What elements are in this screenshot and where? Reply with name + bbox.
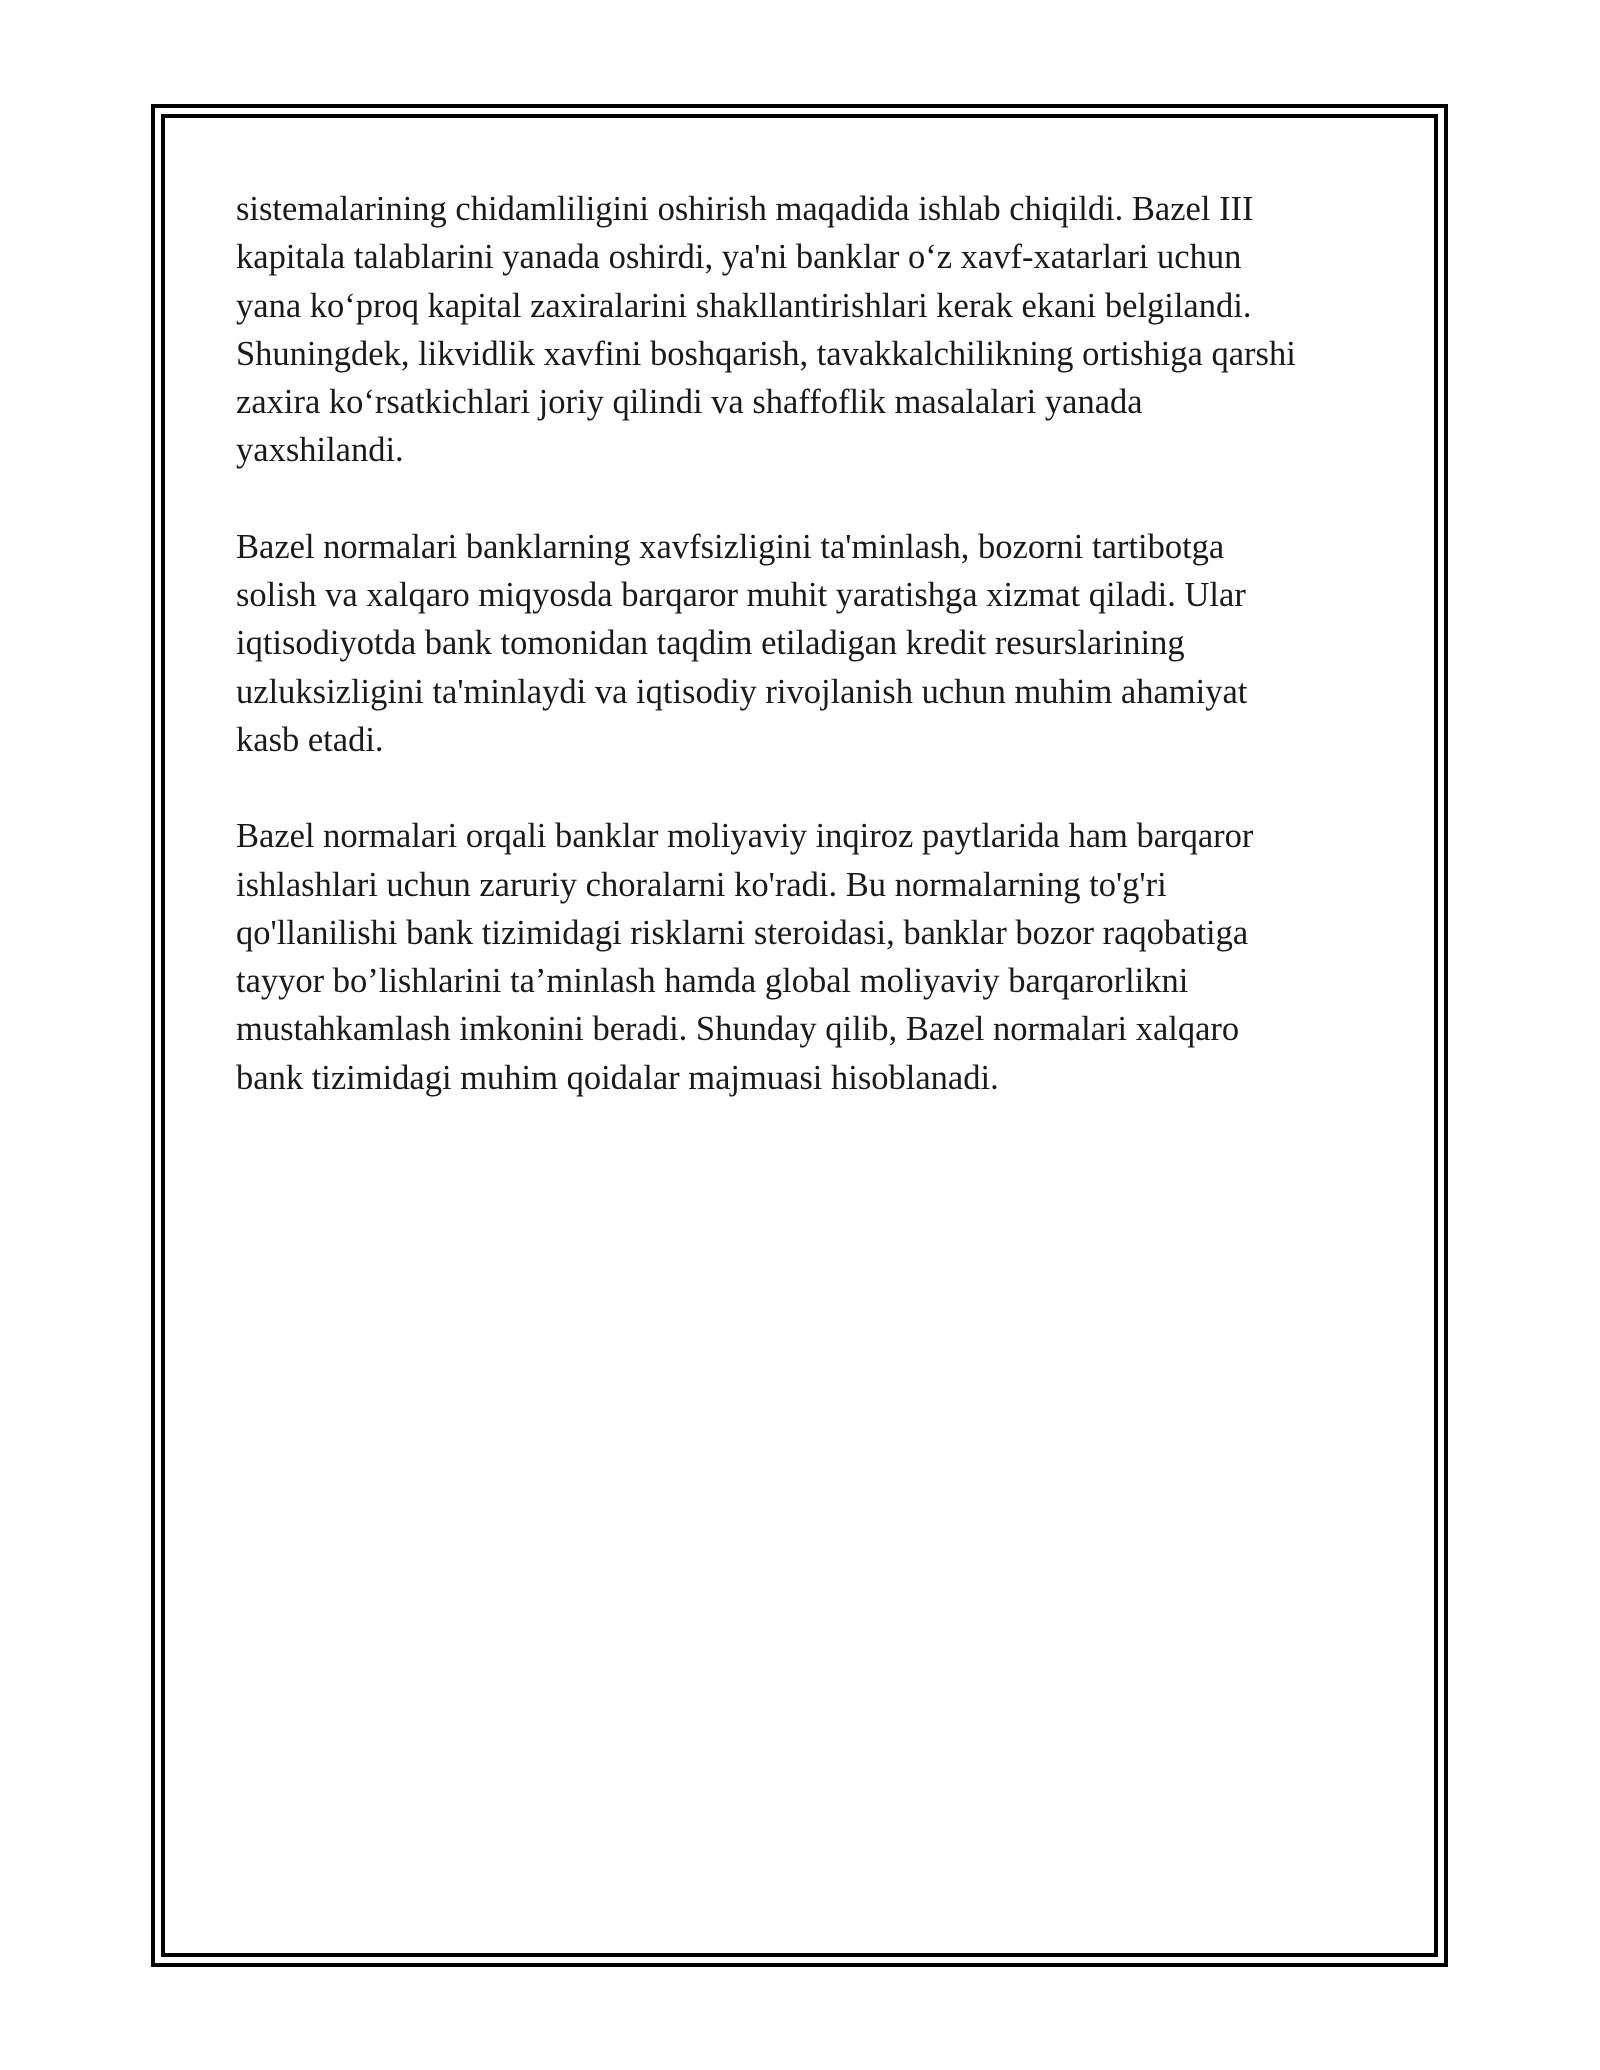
paragraph-2: [236, 523, 1376, 764]
text-line: kapitala talablarini yanada oshirdi, ya'ni banklar o‘z xavf-xatarlari uchun: [236, 238, 1242, 277]
text-line: tayyor bo’lishlarini ta’minlash hamda global moliyaviy barqarorlikni: [236, 962, 1189, 1001]
text-line: sistemalarining chidamliligini oshirish maqadida ishlab chiqildi. Bazel III: [236, 190, 1254, 228]
text-line: bank tizimidagi muhim qoidalar majmuasi hisoblanadi.: [236, 1058, 999, 1097]
text-line: Bazel normalari banklarning xavfsizligini ta'minlash, bozorni tartibotga: [236, 527, 1225, 566]
document-body: [236, 185, 1376, 1150]
text-line: Shuningdek, likvidlik xavfini boshqarish, tavakkalchilikning ortishiga qarshi: [236, 334, 1296, 373]
text-line: ishlashlari uchun zaruriy choralarni ko'radi. Bu normalarning to'g'ri: [236, 865, 1167, 904]
text-line: kasb etadi.: [236, 720, 384, 759]
text-line: Bazel normalari orqali banklar moliyaviy inqiroz paytlarida ham barqaror: [236, 817, 1254, 856]
text-line: uzluksizligini ta'minlaydi va iqtisodiy rivojlanish uchun muhim ahamiyat: [236, 672, 1248, 711]
paragraph-3: [236, 812, 1376, 1102]
text-line: qo'llanilishi bank tizimidagi risklarni steroidasi, banklar bozor raqobatiga: [236, 913, 1249, 952]
text-line: iqtisodiyotda bank tomonidan taqdim etiladigan kredit resurslarining: [236, 624, 1185, 663]
text-line: yaxshilandi.: [236, 431, 404, 470]
text-line: solish va xalqaro miqyosda barqaror muhit yaratishga xizmat qiladi. Ular: [236, 576, 1246, 615]
paragraph-1: [236, 185, 1376, 475]
text-line: yana ko‘proq kapital zaxiralarini shakllantirishlari kerak ekani belgilandi.: [236, 286, 1252, 325]
text-line: zaxira ko‘rsatkichlari joriy qilindi va shaffoflik masalalari yanada: [236, 383, 1143, 422]
text-line: mustahkamlash imkonini beradi. Shunday qilib, Bazel normalari xalqaro: [236, 1010, 1240, 1049]
